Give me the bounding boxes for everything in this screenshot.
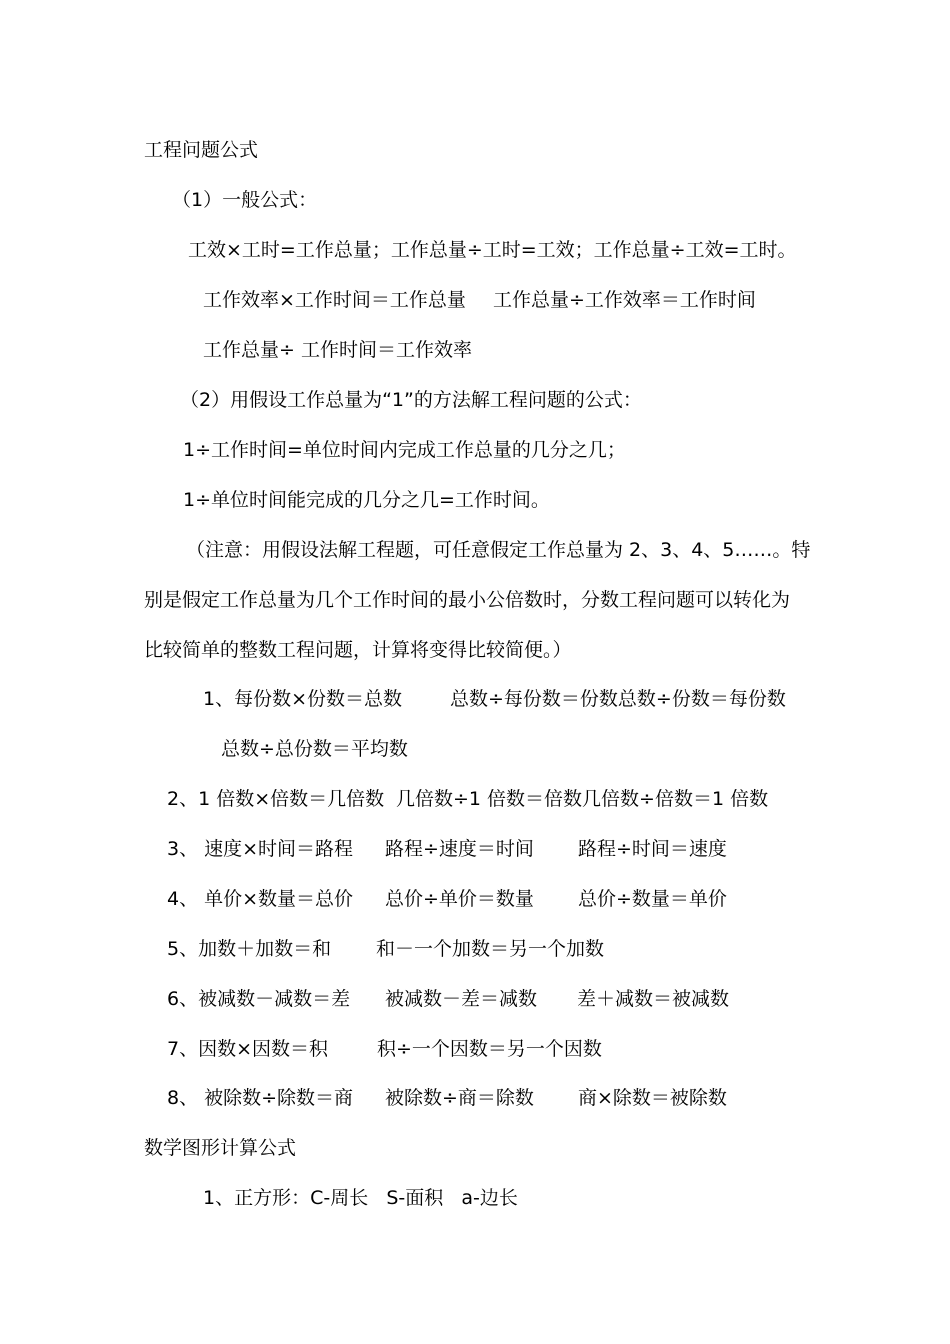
subheading-general-formula: （1）一般公式： xyxy=(172,189,318,211)
formula-line-square: 1、正方形：C-周长 S-面积 a-边长 xyxy=(203,1187,518,1209)
note-line-1: （注意：用假设法解工程题，可任意假定工作总量为 2、3、4、5……。特 xyxy=(186,539,811,561)
formula-line-efficiency: 工效×工时=工作总量；工作总量÷工时=工效；工作总量÷工效=工时。 xyxy=(188,239,797,261)
formula-segment: 路程÷速度＝时间 xyxy=(385,838,534,860)
formula-segment: 商×除数＝被除数 xyxy=(578,1087,727,1109)
formula-line-work-efficiency xyxy=(203,285,803,315)
formula-segment: 差＋减数＝被减数 xyxy=(577,988,730,1010)
formula-segment: 5、加数＋加数＝和 xyxy=(167,938,332,960)
formula-line-3 xyxy=(167,834,747,864)
section-title-engineering: 工程问题公式 xyxy=(144,139,259,161)
formula-segment: 3、 速度×时间＝路程 xyxy=(167,838,354,860)
formula-segment: 8、 被除数÷除数＝商 xyxy=(167,1087,354,1109)
formula-segment: 和－一个加数＝另一个加数 xyxy=(376,938,605,960)
formula-line-4 xyxy=(167,884,747,914)
formula-line-average: 总数÷总份数＝平均数 xyxy=(221,738,408,760)
formula-segment: 6、被减数－减数＝差 xyxy=(167,988,351,1010)
formula-segment: 工作总量÷工作效率＝工作时间 xyxy=(493,289,756,311)
subheading-assume-one: （2）用假设工作总量为“1”的方法解工程问题的公式： xyxy=(180,389,642,411)
formula-line-work-rate: 工作总量÷ 工作时间＝工作效率 xyxy=(203,339,472,361)
formula-segment: 被减数－差＝减数 xyxy=(385,988,538,1010)
formula-segment: 几倍数÷1 倍数＝倍数几倍数÷倍数＝1 倍数 xyxy=(396,788,769,810)
formula-segment: 被除数÷商＝除数 xyxy=(385,1087,534,1109)
formula-line-work-time: 1÷单位时间能完成的几分之几=工作时间。 xyxy=(183,489,550,511)
formula-segment: 工作效率×工作时间＝工作总量 xyxy=(203,289,466,311)
formula-segment: 路程÷时间＝速度 xyxy=(578,838,727,860)
formula-segment: 总价÷单价＝数量 xyxy=(385,888,534,910)
section-title-geometry: 数学图形计算公式 xyxy=(144,1137,297,1159)
formula-segment: 积÷一个因数＝另一个因数 xyxy=(377,1038,602,1060)
formula-line-2 xyxy=(167,784,787,814)
formula-segment: 总数÷每份数＝份数总数÷份数＝每份数 xyxy=(450,688,786,710)
formula-line-6 xyxy=(167,984,747,1014)
formula-segment: 4、 单价×数量＝总价 xyxy=(167,888,354,910)
formula-segment: 7、因数×因数＝积 xyxy=(167,1038,329,1060)
formula-line-8 xyxy=(167,1083,747,1113)
formula-line-7 xyxy=(167,1034,647,1064)
formula-line-5 xyxy=(167,934,647,964)
formula-segment: 总价÷数量＝单价 xyxy=(578,888,727,910)
formula-segment: 2、1 倍数×倍数＝几倍数 xyxy=(167,788,385,810)
formula-segment: 1、每份数×份数＝总数 xyxy=(203,688,403,710)
formula-line-unit-time: 1÷工作时间=单位时间内完成工作总量的几分之几； xyxy=(183,439,626,461)
note-line-2: 别是假定工作总量为几个工作时间的最小公倍数时，分数工程问题可以转化为 xyxy=(144,589,791,611)
note-line-3: 比较简单的整数工程问题，计算将变得比较简便。） xyxy=(144,639,572,661)
formula-line-1 xyxy=(203,684,803,714)
